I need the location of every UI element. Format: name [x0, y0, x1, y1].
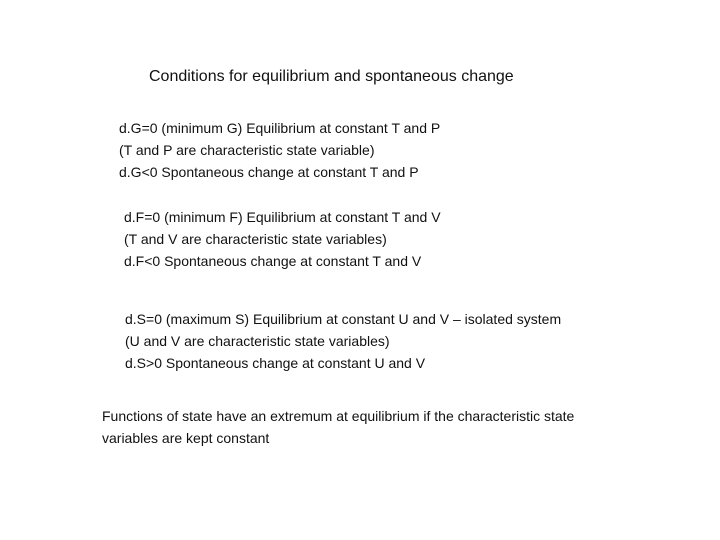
entropy-equilibrium-line: d.S=0 (maximum S) Equilibrium at constant U and V – isolated system — [125, 311, 562, 327]
conclusion-line-2: variables are kept constant — [102, 430, 270, 446]
helmholtz-spontaneous-line: d.F<0 Spontaneous change at constant T and V — [124, 253, 422, 269]
slide-title: Conditions for equilibrium and spontaneous change — [149, 68, 514, 85]
gibbs-conditions-block — [119, 117, 440, 183]
gibbs-variables-line: (T and P are characteristic state variable) — [119, 142, 375, 158]
gibbs-spontaneous-line: d.G<0 Spontaneous change at constant T and P — [119, 164, 419, 180]
entropy-conditions-block — [125, 308, 561, 374]
helmholtz-equilibrium-line: d.F=0 (minimum F) Equilibrium at constant T and V — [124, 209, 441, 225]
conclusion-text — [102, 405, 702, 449]
entropy-variables-line: (U and V are characteristic state variables) — [125, 333, 390, 349]
conclusion-line-1: Functions of state have an extremum at equilibrium if the characteristic state — [102, 408, 575, 424]
entropy-spontaneous-line: d.S>0 Spontaneous change at constant U and V — [125, 355, 426, 371]
gibbs-equilibrium-line: d.G=0 (minimum G) Equilibrium at constant T and P — [119, 120, 441, 136]
helmholtz-conditions-block — [124, 206, 441, 272]
helmholtz-variables-line: (T and V are characteristic state variables) — [124, 231, 387, 247]
